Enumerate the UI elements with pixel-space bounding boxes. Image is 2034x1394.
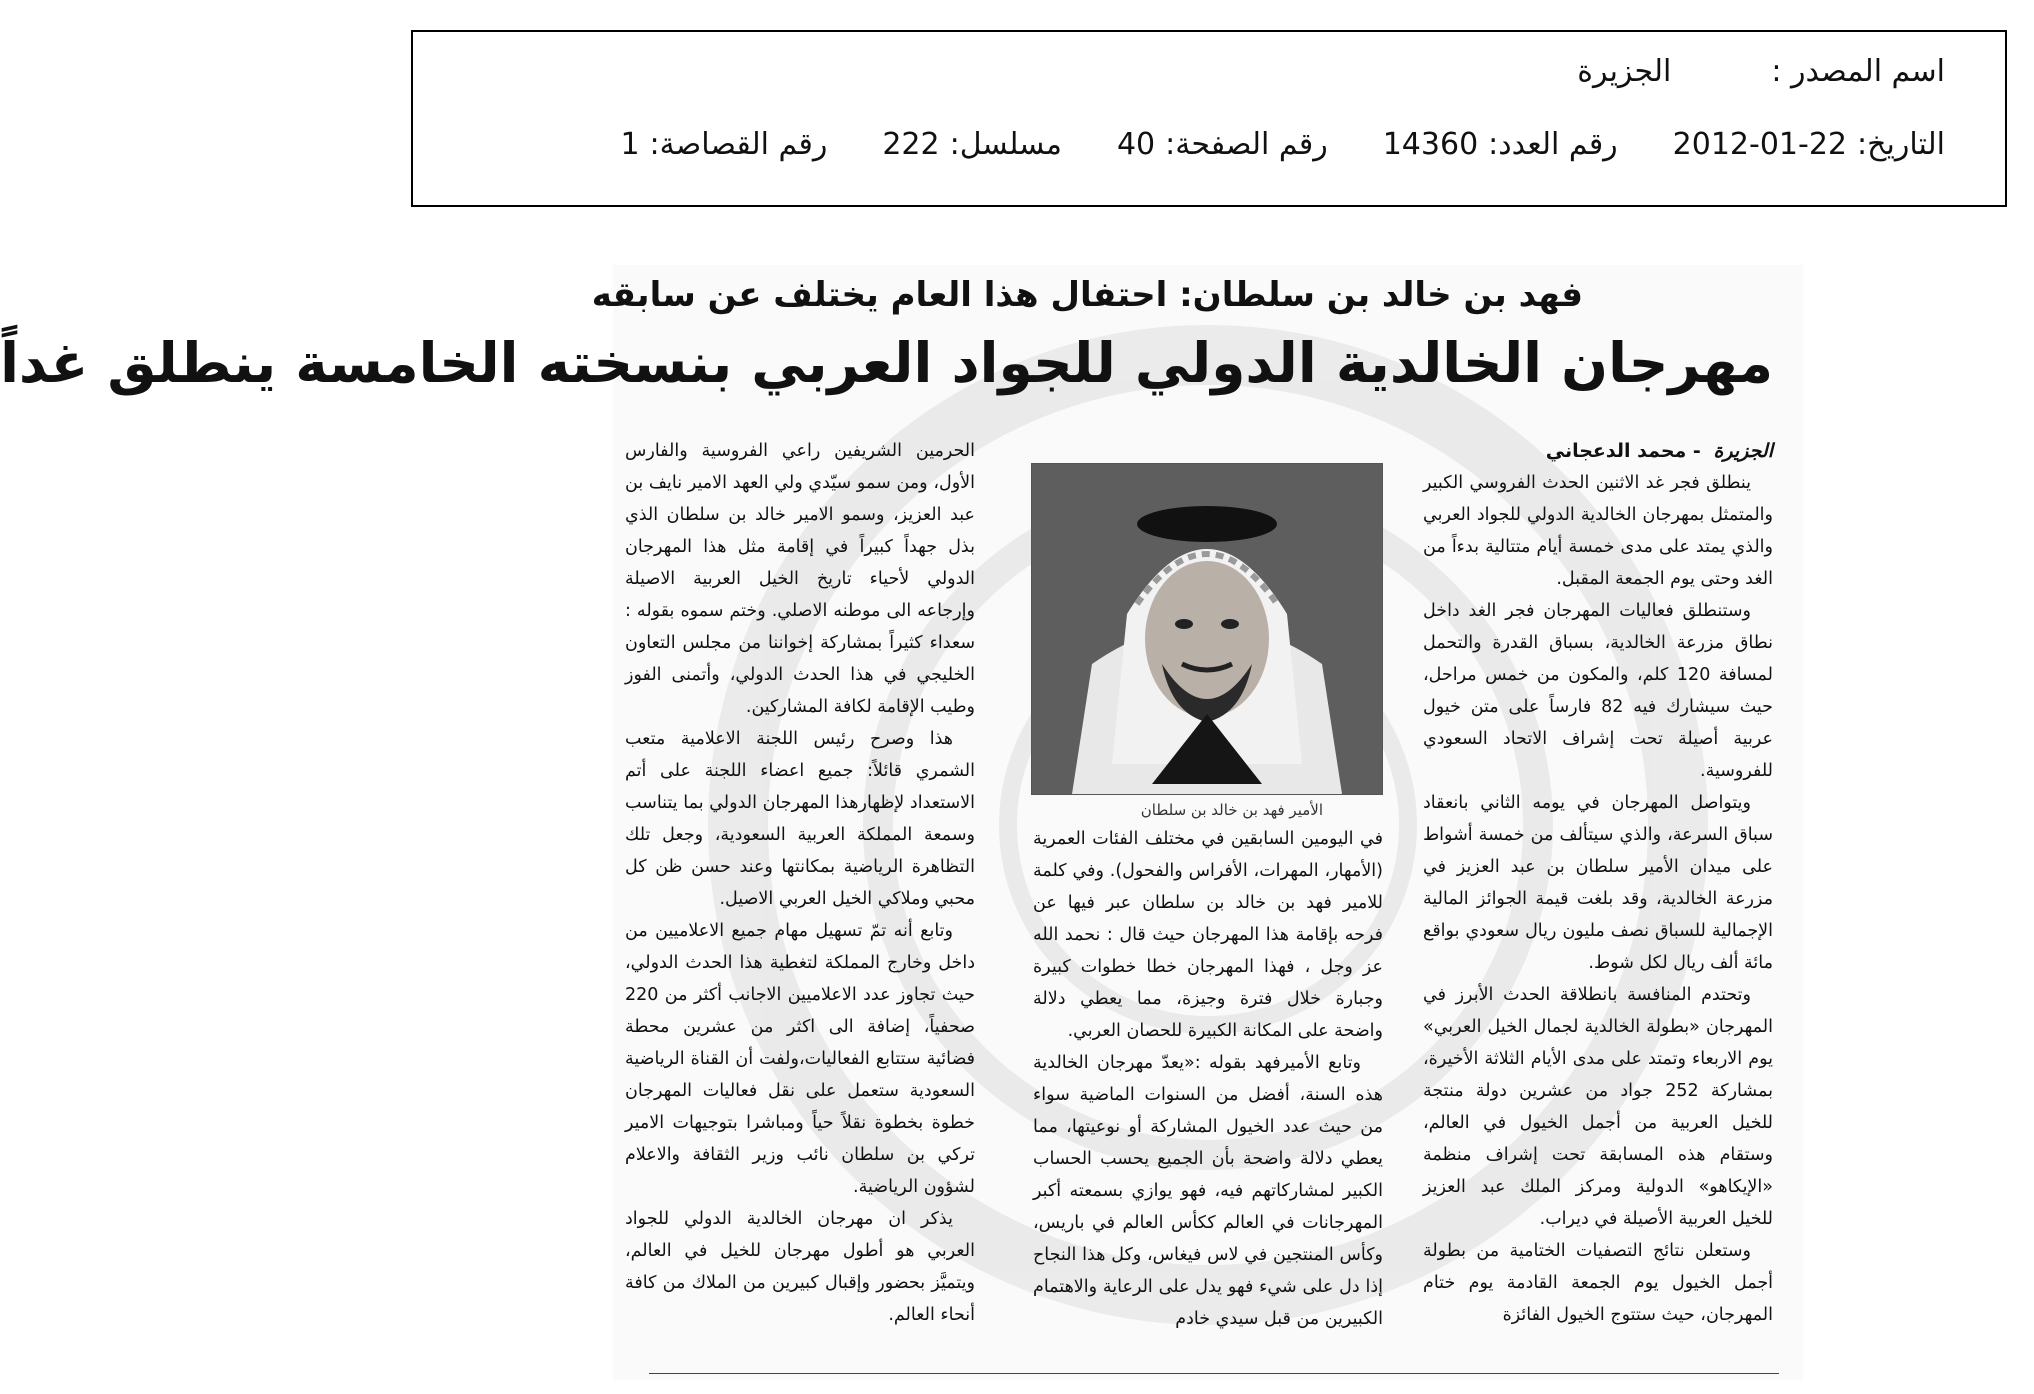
- byline-author: - محمد الدعجاني: [1545, 440, 1701, 462]
- clip-value: 1: [620, 127, 640, 162]
- serial-value: 222: [882, 127, 940, 162]
- paragraph: وستعلن نتائج التصفيات الختامية من بطولة أجمل الخيول يوم الجمعة القادمة يوم ختام المهرجان، حيث ستتوج الخيول الفائزة: [1423, 1241, 1773, 1325]
- byline-publication: الجزيرة: [1713, 440, 1773, 462]
- paragraph: وتابع الأميرفهد بقوله :«يعدّ مهرجان الخالدية هذه السنة، أفضل من السنوات الماضية سواء من حيث عدد الخيول المشاركة أو نوعيتها، مما يعطي دلالة واضحة بأن الجميع يحسب الحساب الكبير لمشاركاتهم فيه، فهو يوازي بسمعته أكبر المهرجانات في العالم ككأس العالم في باريس، وكأس المنتجين في لاس فيغاس، وكل هذا النجاح إذا دل على شيء فهو يدل على الرعاية والاهتمام الكبيرين من قبل سيدي خادم: [1033, 1053, 1383, 1329]
- column-right: [1423, 435, 1773, 1331]
- source-row: [1577, 54, 1945, 89]
- paragraph: في اليومين السابقين في مختلف الفئات العمرية (الأمهار، المهرات، الأفراس والفحول). وفي كلمة للامير فهد بن خالد بن سلطان عبر فيها عن فرحه بإقامة هذا المهرجان حيث قال : نحمد الله عز وجل ، فهذا المهرجان خطا خطوات كبيرة وجبارة خلال فترة وجيزة، مما يعطي دلالة واضحة على المكانة الكبيرة للحصان العربي.: [1033, 829, 1383, 1041]
- bottom-divider: [649, 1373, 1779, 1374]
- serial-field: [882, 127, 1062, 162]
- paragraph: وتحتدم المنافسة بانطلاقة الحدث الأبرز في المهرجان «بطولة الخالدية لجمال الخيل العربي» يوم الاربعاء وتمتد على مدى الأيام الثلاثة الأخيرة، بمشاركة 252 جواد من عشرين دولة منتجة للخيل العربية من أجمل الخيول في العالم، وستقام هذه المسابقة تحت إشراف منظمة «الإيكاهو» الدولية ومركز الملك عبد العزيز للخيل العربية الأصيلة في ديراب.: [1423, 985, 1773, 1229]
- clip-field: [620, 127, 827, 162]
- source-name-value: الجزيرة: [1577, 54, 1672, 89]
- paragraph: هذا وصرح رئيس اللجنة الاعلامية متعب الشمري قائلاً: جميع اعضاء اللجنة على أتم الاستعداد لإظهارهذا المهرجان الدولي بما يتناسب وسمعة المملكة العربية السعودية، وجعل تلك التظاهرة الرياضية بمكانتها وعند حسن ظن كل محبي وملاكي الخيل العربي الاصيل.: [625, 729, 975, 909]
- date-field: [1673, 127, 1945, 162]
- serial-label: مسلسل:: [949, 127, 1062, 162]
- issue-value: 14360: [1382, 127, 1479, 162]
- article-kicker: فهد بن خالد بن سلطان: احتفال هذا العام يختلف عن سابقه: [591, 275, 1583, 315]
- portrait-photo: [1031, 463, 1383, 795]
- column-middle: [1033, 823, 1383, 1335]
- issue-field: [1383, 127, 1618, 162]
- clip-label: رقم القصاصة:: [649, 127, 828, 162]
- paragraph: الحرمين الشريفين راعي الفروسية والفارس الأول، ومن سمو سيّدي ولي العهد الامير نايف بن عبد العزيز، وسمو الامير خالد بن سلطان الذي بذل جهداً كبيراً في إقامة مثل هذا المهرجان الدولي لأحياء تاريخ الخيل العربية الاصيلة وإرجاعه الى موطنه الاصلي. وختم سموه بقوله : سعداء كثيراً بمشاركة إخواننا من مجلس التعاون الخليجي في هذا الحدث الدولي، وأتمنى الفوز وطيب الإقامة لكافة المشاركين.: [625, 441, 975, 717]
- paragraph: يذكر ان مهرجان الخالدية الدولي للجواد العربي هو أطول مهرجان للخيل في العالم، ويتميَّز بحضور وإقبال كبيرين من الملاك من كافة أنحاء العالم.: [625, 1209, 975, 1325]
- portrait-illustration: [1032, 464, 1382, 794]
- paragraph: وستنطلق فعاليات المهرجان فجر الغد داخل نطاق مزرعة الخالدية، بسباق القدرة والتحمل لمسافة 120 كلم، والمكون من خمس مراحل، حيث سيشارك فيه 82 فارساً على متن خيول عربية أصيلة تحت إشراف الاتحاد السعودي للفروسية.: [1423, 601, 1774, 781]
- page-label: رقم الصفحة:: [1165, 127, 1328, 162]
- source-name-label: اسم المصدر :: [1771, 54, 1945, 89]
- photo-caption: الأمير فهد بن خالد بن سلطان: [1140, 801, 1323, 819]
- source-info-box: [411, 30, 2007, 207]
- source-name: [1577, 54, 1945, 89]
- column-left: [625, 435, 975, 1331]
- date-value: 2012-01-22: [1672, 127, 1848, 162]
- byline: [1423, 435, 1773, 467]
- date-label: التاريخ:: [1857, 127, 1945, 162]
- meta-row: [565, 127, 1945, 162]
- issue-label: رقم العدد:: [1488, 127, 1618, 162]
- article-headline: مهرجان الخالدية الدولي للجواد العربي بنسخته الخامسة ينطلق غداً: [0, 331, 1773, 395]
- paragraph: وتابع أنه تمّ تسهيل مهام جميع الاعلاميين من داخل وخارج المملكة لتغطية هذا الحدث الدولي، حيث تجاوز عدد الاعلاميين الاجانب أكثر من 220 صحفياً، إضافة الى اكثر من عشرين محطة فضائية ستتابع الفعاليات،ولفت أن القناة الرياضية السعودية ستعمل على نقل فعاليات المهرجان خطوة بخطوة نقلاً حياً ومباشرا بتوجيهات الامير تركي بن سلطان نائب وزير الثقافة والاعلام لشؤون الرياضية.: [625, 921, 975, 1197]
- newspaper-clipping: [0, 265, 1803, 1380]
- paragraph: ويتواصل المهرجان في يومه الثاني بانعقاد سباق السرعة، والذي سيتألف من خمسة أشواط على ميدان الأمير سلطان بن عبد العزيز في مزرعة الخالدية، وقد بلغت قيمة الجوائز المالية الإجمالية للسباق نصف مليون ريال سعودي بواقع مائة ألف ريال لكل شوط.: [1423, 793, 1773, 973]
- page-field: [1117, 127, 1328, 162]
- paragraph: ينطلق فجر غد الاثنين الحدث الفروسي الكبير والمتمثل بمهرجان الخالدية الدولي للجواد العربي والذي يمتد على مدى خمسة أيام متتالية بدءاً من الغد وحتى يوم الجمعة المقبل.: [1423, 473, 1773, 589]
- page-value: 40: [1116, 127, 1156, 162]
